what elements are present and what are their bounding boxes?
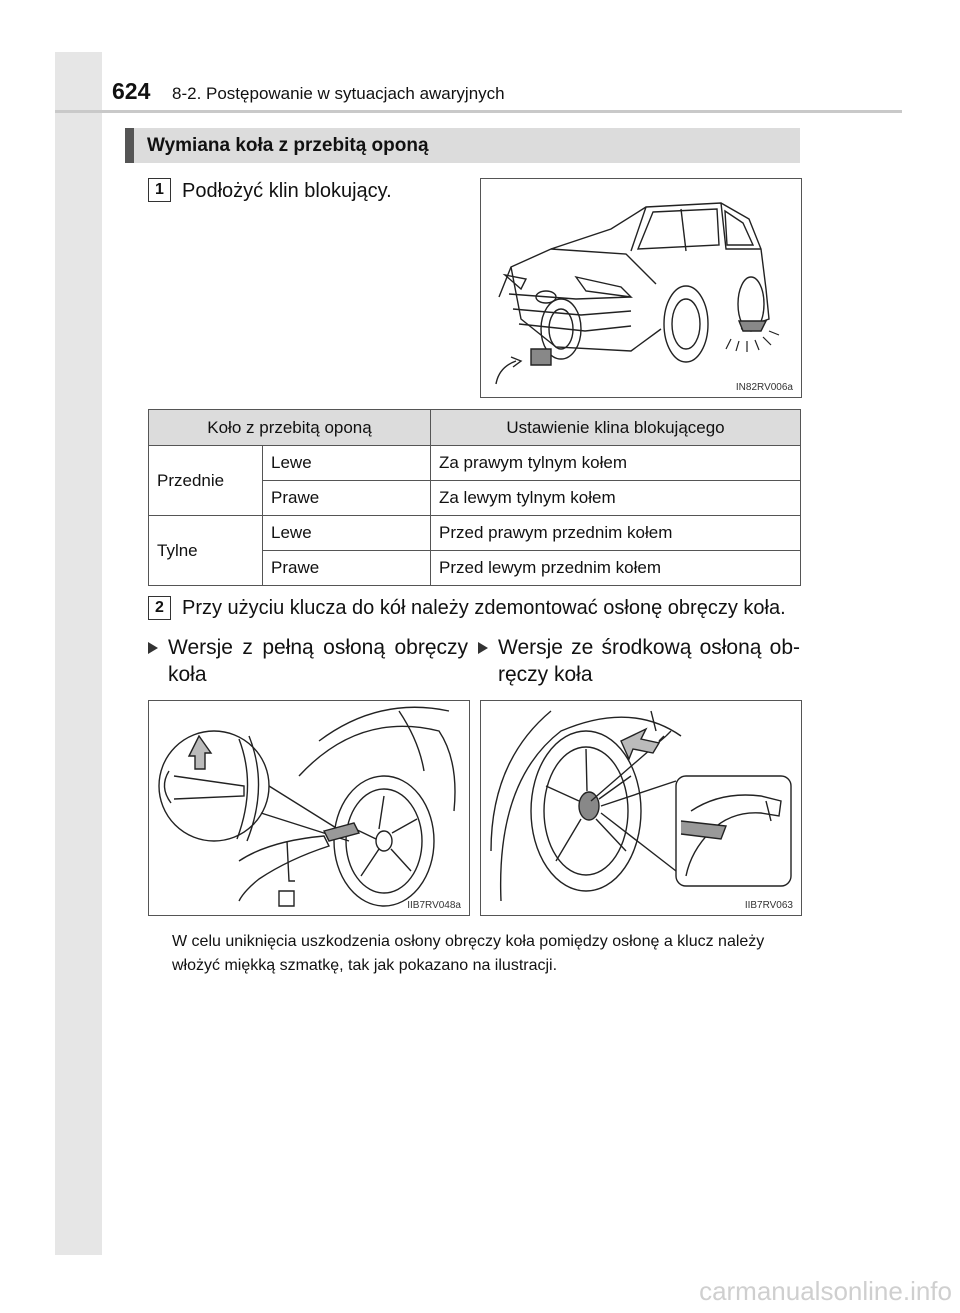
- step-number-1: 1: [148, 178, 171, 202]
- table-cell-side: Prawe: [263, 481, 431, 516]
- bullet-full-cover-text: Wersje z pełną osłoną obręczy koła: [168, 636, 468, 686]
- full-cover-removal-illustration: [149, 701, 469, 915]
- page-sidebar-strip: [55, 52, 102, 1255]
- banner-accent-bar: [125, 128, 134, 163]
- note-text: W celu uniknięcia uszkodzenia osłony obręczy koła pomiędzy osłonę a klucz należy włożyć miękką szmatkę, tak jak pokazano na ilustracji.: [172, 933, 765, 974]
- center-cover-removal-illustration: [481, 701, 801, 915]
- table-cell-position: Za lewym tylnym kołem: [431, 481, 801, 516]
- table-row: [149, 516, 801, 551]
- bullet-triangle-icon: [148, 642, 158, 654]
- table-header-position: Ustawienie klina blokującego: [431, 410, 801, 446]
- table-cell-position: Za prawym tylnym kołem: [431, 446, 801, 481]
- chock-position-table: [148, 409, 801, 586]
- table-cell-side: Prawe: [263, 551, 431, 586]
- table-cell-wheel: Tylne: [149, 516, 263, 586]
- table-cell-position: Przed lewym przednim kołem: [431, 551, 801, 586]
- table-row: [149, 446, 801, 481]
- page-number: 624: [112, 78, 151, 104]
- figure-center-cover-removal: [480, 700, 802, 916]
- table-cell-side: Lewe: [263, 516, 431, 551]
- section-title: Wymiana koła z przebitą oponą: [147, 135, 429, 156]
- table-cell-position: Przed prawym przednim kołem: [431, 516, 801, 551]
- bullet-full-cover: [148, 634, 470, 690]
- step-1-text: Podłożyć klin blokujący.: [182, 180, 392, 202]
- table-cell-side: Lewe: [263, 446, 431, 481]
- table-header-row: [149, 410, 801, 446]
- figure-full-cover-removal: [148, 700, 470, 916]
- figure-label: IIB7RV048a: [407, 900, 461, 911]
- table-header-wheel: Koło z przebitą oponą: [149, 410, 431, 446]
- bullet-center-cover: [478, 634, 800, 690]
- watermark: carmanualsonline.info: [699, 1276, 952, 1306]
- car-with-chock-illustration: [481, 179, 801, 397]
- section-path: 8-2. Postępowanie w sytuacjach awaryjnych: [172, 84, 505, 103]
- step-2-text: Przy użyciu klucza do kół należy zdemontować osłonę obręczy koła.: [182, 597, 786, 619]
- step-number-2: 2: [148, 596, 171, 620]
- figure-wheel-chock: [480, 178, 802, 398]
- figure-label: IN82RV006a: [735, 382, 793, 393]
- section-banner: [125, 128, 800, 163]
- table-cell-wheel: Przednie: [149, 446, 263, 516]
- bullet-center-cover-text: Wersje ze środkową osłoną ob-ręczy koła: [498, 636, 800, 686]
- bullet-triangle-icon: [478, 642, 488, 654]
- header-rule: [55, 110, 902, 113]
- figure-label: IIB7RV063: [744, 900, 793, 911]
